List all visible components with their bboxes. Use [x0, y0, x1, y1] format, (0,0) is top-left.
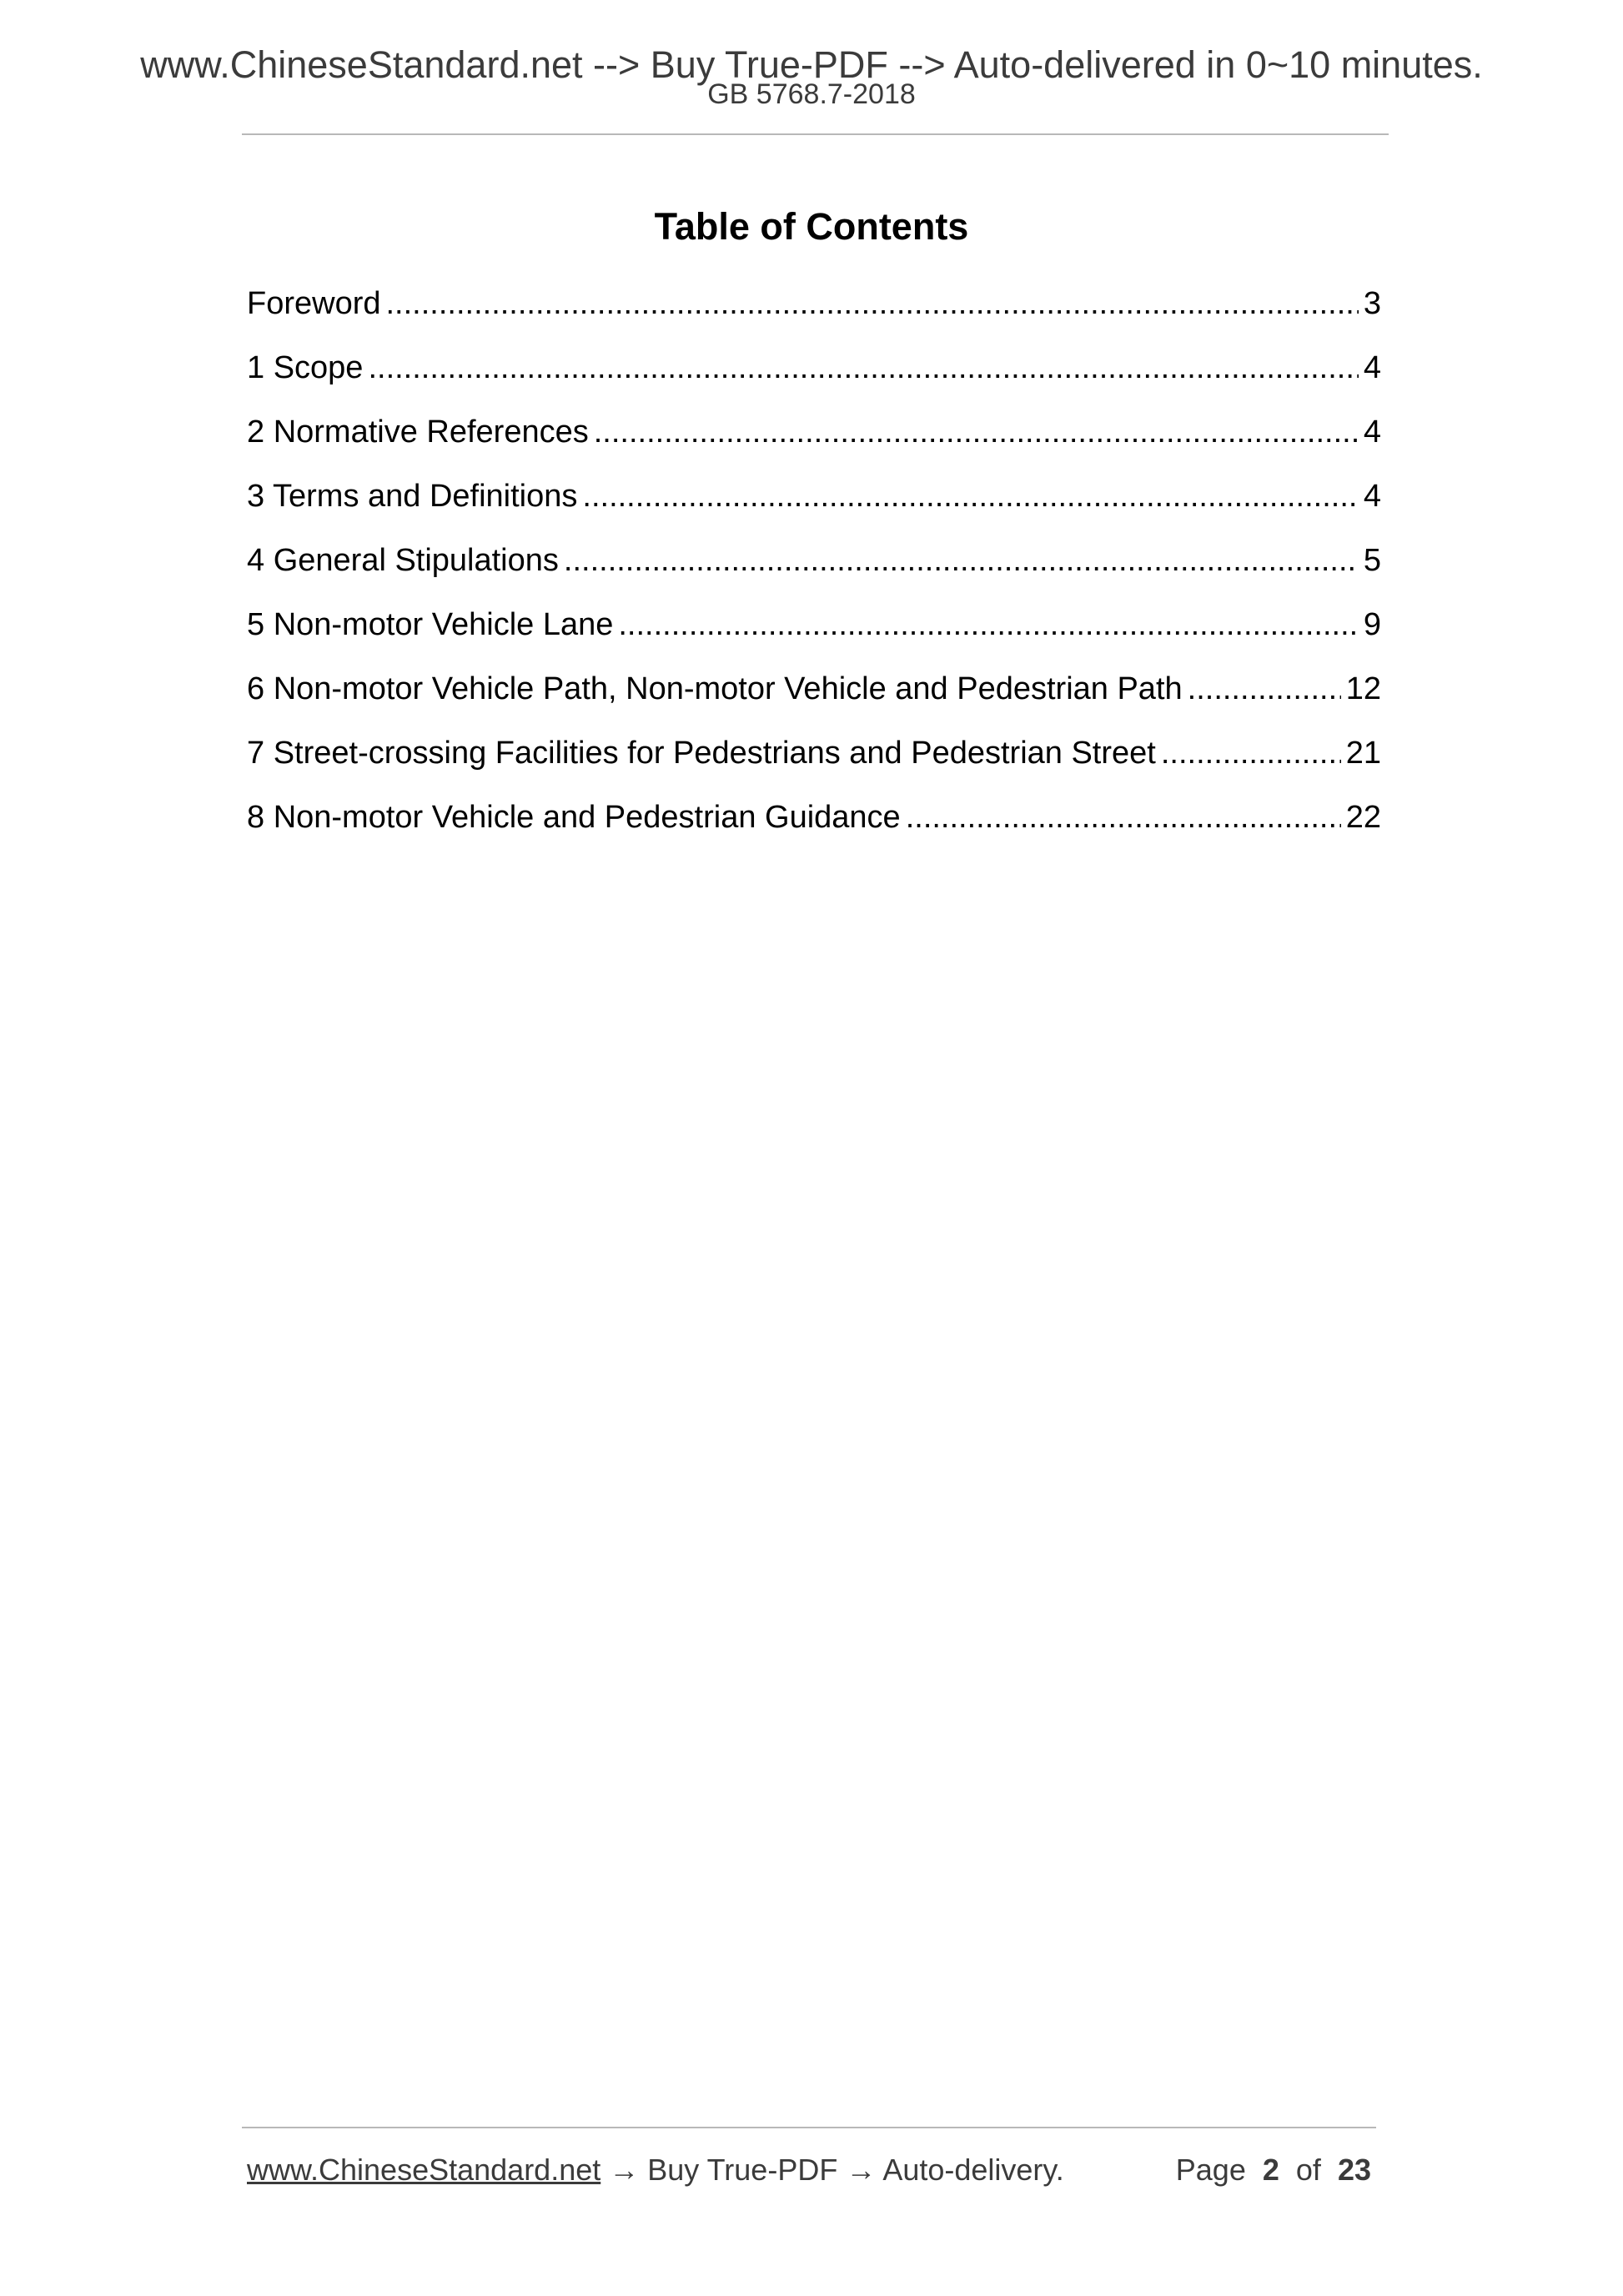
toc-entry-terms-and-definitions[interactable]: [247, 473, 1381, 537]
toc-entry-page: 21: [1345, 736, 1381, 771]
toc-entry-label: 5 Non-motor Vehicle Lane: [247, 607, 614, 642]
toc-leader-dots: [618, 601, 1358, 648]
footer-page-number: [1176, 2147, 1371, 2193]
toc-entry-page: 4: [1363, 479, 1381, 514]
document-code: GB 5768.7-2018: [707, 78, 916, 110]
footer-site-link[interactable]: www.ChineseStandard.net: [247, 2153, 601, 2187]
toc-entry-guidance[interactable]: [247, 794, 1381, 858]
toc-entry-label: 4 General Stipulations: [247, 543, 559, 578]
header-divider: [242, 133, 1389, 135]
toc-entry-normative-references[interactable]: [247, 409, 1381, 473]
footer-page-word: Page: [1175, 2153, 1246, 2187]
toc-entry-label: Foreword: [247, 286, 381, 321]
toc-leader-dots: [582, 473, 1358, 520]
toc-leader-dots: [594, 409, 1359, 455]
toc-entry-non-motor-vehicle-lane[interactable]: [247, 601, 1381, 666]
toc-entry-label: 7 Street-crossing Facilities for Pedestrians and Pedestrian Street: [247, 736, 1156, 771]
toc-entry-label: 1 Scope: [247, 350, 364, 385]
footer-page-current: 2: [1262, 2153, 1279, 2187]
table-of-contents: [247, 280, 1381, 858]
toc-entry-general-stipulations[interactable]: [247, 537, 1381, 601]
toc-entry-label: 6 Non-motor Vehicle Path, Non-motor Vehicle and Pedestrian Path: [247, 671, 1183, 706]
page-footer: [247, 2147, 1381, 2193]
toc-entry-foreword[interactable]: [247, 280, 1381, 344]
toc-entry-label: 8 Non-motor Vehicle and Pedestrian Guidance: [247, 800, 901, 835]
toc-leader-dots: [906, 794, 1341, 841]
toc-entry-page: 22: [1345, 800, 1381, 835]
toc-leader-dots: [1161, 730, 1341, 776]
toc-entry-page: 3: [1363, 286, 1381, 321]
toc-title: Table of Contents: [654, 205, 969, 248]
toc-entry-page: 12: [1345, 671, 1381, 706]
toc-entry-non-motor-vehicle-path[interactable]: [247, 666, 1381, 730]
footer-page-total: 23: [1337, 2153, 1371, 2187]
toc-entry-page: 9: [1363, 607, 1381, 642]
toc-leader-dots: [386, 280, 1359, 327]
footer-divider: [242, 2127, 1376, 2128]
toc-entry-page: 5: [1363, 543, 1381, 578]
header-banner: www.ChineseStandard.net --> Buy True-PDF --> Auto-delivered in 0~10 minutes.: [140, 43, 1483, 86]
toc-leader-dots: [368, 344, 1358, 391]
footer-of-word: of: [1295, 2153, 1321, 2187]
toc-entry-page: 4: [1363, 414, 1381, 450]
toc-entry-scope[interactable]: [247, 344, 1381, 409]
toc-leader-dots: [564, 537, 1359, 584]
toc-leader-dots: [1188, 666, 1341, 712]
toc-entry-street-crossing-facilities[interactable]: [247, 730, 1381, 794]
toc-entry-page: 4: [1363, 350, 1381, 385]
toc-entry-label: 3 Terms and Definitions: [247, 479, 578, 514]
footer-tagline: → Buy True-PDF → Auto-delivery.: [600, 2153, 1064, 2187]
toc-entry-label: 2 Normative References: [247, 414, 589, 450]
